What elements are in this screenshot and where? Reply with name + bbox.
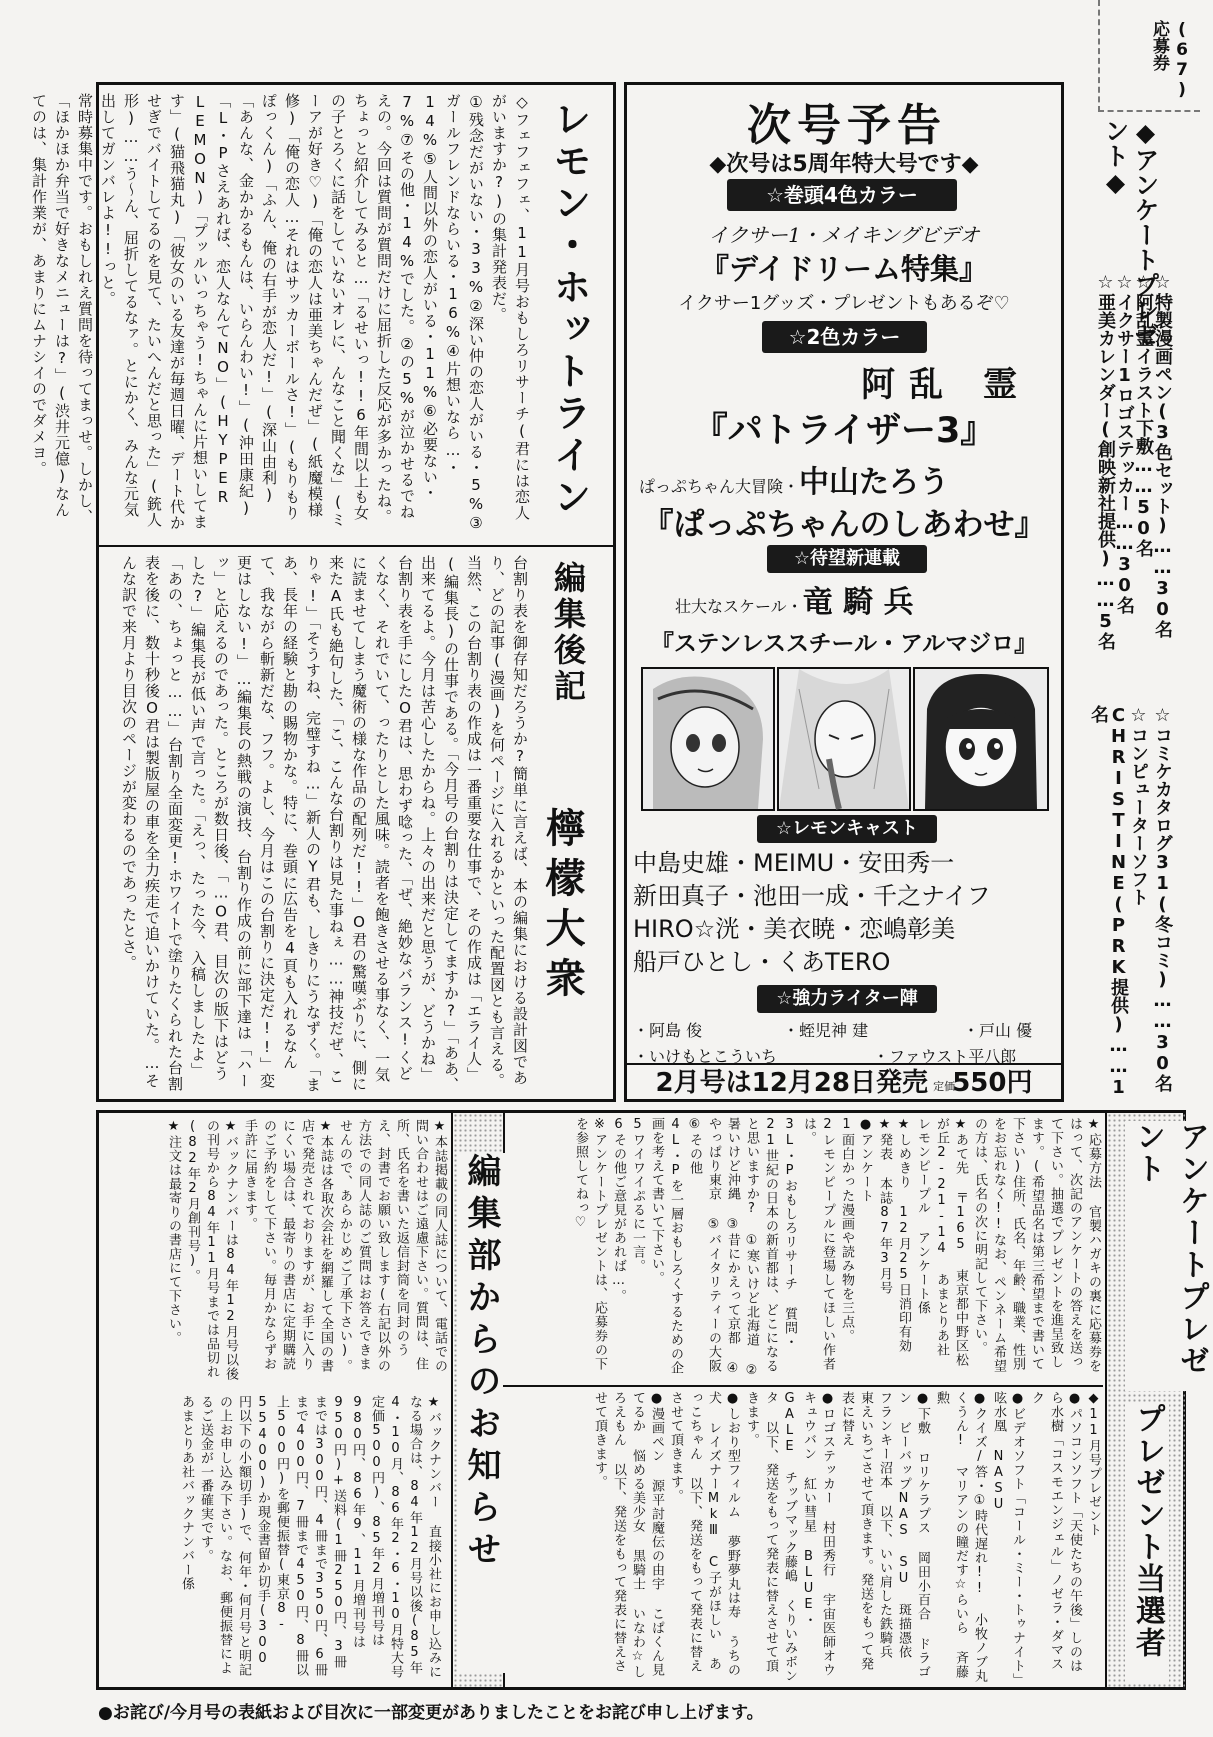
cast-label: ☆レモンキャスト (757, 815, 937, 843)
pappu-prefix: ぱっぷちゃん大冒険・ (639, 477, 800, 496)
application-section (503, 1113, 1103, 1387)
patlabor-title: 『パトライザー3』 (692, 411, 996, 451)
pappu-title: 『ぱっぷちゃんのしあわせ』 (642, 507, 1046, 543)
scale-line (675, 577, 1055, 621)
hotline-section (30, 85, 613, 547)
illustration-panel-2 (777, 667, 911, 811)
ixer-line: イクサー1・メイキングビデオ (708, 223, 980, 247)
questionnaire-items-2 (1062, 705, 1172, 1105)
cast-line: 船戸ひとし・くあTERO (633, 948, 891, 976)
editorial-text: 台割り表を御存知だろうか?簡単に言えば、本の編集における設計図であり、どの記事(漫画)を何ページに入れるかといった配置図とも言える。当然、この台割り表の作成は一番重要な仕事で、その作成は「エライ人」(編集長)の仕事である。「今月号の台割りは決定してますか?」「ああ、出来てるよ。今月は苦心したからね。上々の出来だと思うが、どうかね」台割り表を手にしたO君は、思わず唸った、「ぜ、絶妙なバランス!くどくなく、それでいて、ったりとした風味。読者を飽きさせる事なく、一気に読ませてしまう魔術の様な作品の配列だ!!」O君の驚嘆ぶりに、側に来たA氏も絶句した、「こ、こんな台割りは見た事ねぇ……神技だぜ、こりゃ!」「そうすね、完璧すね…」新人のY君も、しきりにうなずく。「まあ、長年の経験と勘の賜物かな。特に、巻頭に広告を4頁も入れるなんて、我ながら斬新だな、フフ。よし、今月はこの台割りに決定だ!!」変更はしない!」…編集長の熱戦の演技、台割り作成の前に部下達は「ハーッ」と応えるのであった。ところが数日後、「…O君、目次の版下はどうした?」編集長が低い声で言った。「えっ、たった今、入稿しましたよ」「あの、ちょっと……」台割り全面変更!ホワイトで塗りたくられた台割表を後に、数十秒後O君は製版屋の車を全力疾走で追いかけていた。…そんな訳で来月より目次のページが変わるのであったとさ。 (120, 555, 529, 1093)
pappu-line (639, 457, 1059, 501)
illustration-panel-3 (913, 667, 1049, 811)
scale-prefix: 壮大なスケール・ (675, 597, 803, 616)
questionnaire-header: ◆アンケートプレゼント◆ (1101, 118, 1160, 347)
winners-section (503, 1387, 1103, 1687)
titles-band (1105, 1113, 1209, 1687)
notice-title-band (451, 1113, 505, 1687)
cast-line: 新田真子・池田一成・千之ナイフ (633, 882, 991, 910)
writer: ・いけもとこういち (633, 1047, 778, 1066)
writer: ・蛭児神 建 (783, 1021, 869, 1040)
winners-text: ◆11月号プレゼント ●パソコンソフト「天使たちの午後」しのはら水樹「コスモエンジェル」ノゼラ・ダマスク ●ビデオソフト「コール・ミー・トゥナイト」呟水凰 NASU ●クイズ/答・①時代遅れ!! 小牧ノブ丸くうん! マリアンの瞳だす☆らいら 斉藤勲 ●下敷 ロリケラプス 岡田小百合 ドラゴン ビーバップNAS SU 斑描憑依 フランキー沼本 以下、いい肩した鉄騎兵 東えいちごさせて頂きます。発送をもって発表に替え ●ロゴステッカー 村田秀行 宇宙医師オウキュウバン 紅い彗星 BLUE・GALE チッブマック藤嶋 くりいみボンタ 以下、発送をもって発表に替えさせて頂きます。 ●しおり型フィルム 夢野夢丸は寿 うちの犬 レイズナーMkⅢ C子がほしい あっこちゃん 以下、発送をもって発表に替えさせて頂きます。 ●漫画ペン 源平討魔伝の由宇 こぱくん見てるか 悩める美少女 黒騎士 いなわ☆しろえもん 以下、発送をもって発表に替えさせて頂きます。 (592, 1391, 1101, 1683)
illustration-panel-1 (641, 667, 775, 811)
cast-list (633, 847, 1061, 979)
color4-label: ☆巻頭4色カラー (727, 179, 957, 211)
apology-line: ●お詫び/今月号の表紙および目次に一部変更がありましたことをお詫び申し上げます。 (98, 1703, 764, 1723)
backnumber-text: ★バックナンバー 直接小社にお申し込みになる場合は、84年12月号以後(85年4・10月、86年2・6・10月特大号 定価500円)、85年2月増刊号は980円、86年9、11月増刊号は950円)+送料(1冊250円、3冊までは300円、4冊まで350円、6冊まで400円、7冊まで450円、8冊以上500円)を郵便振替(東京8-55400)か現金書留か切手(300円以下の小額切手)で、何年・何月号と明記の上お申し込み下さい。なお、郵便振替によるご送金が一番確実です。 あまとりあ社バックナンバー係 (179, 1395, 441, 1679)
pappu-author: 中山たろう (799, 465, 950, 500)
goods-line: イクサー1グッズ・プレゼントもあるぞ♡ (678, 293, 1010, 314)
cast-line: 中島史雄・MEIMU・安田秀一 (633, 849, 955, 877)
bottom-panel (96, 1110, 1209, 1690)
scale-author: 竜 騎 兵 (802, 585, 914, 620)
new-series-label: ☆待望新連載 (767, 545, 927, 573)
hotline-text: ◇フェフェフェ、11月号おもしろリサーチ(君には恋人がいますか?)の集計発表だ。 ①残念だがいない・33%②深い仲の恋人がいる・5%③ガールフレンドならいる・16%④片想いなら…・14%⑤人間以外の恋人がいる・11%⑥必要ない・7%⑦その他・14%でした。②の5%が泣かせるでねえの。今回は質問が質問だけに屈折した反応が多かったね。ちょっと紹介してみると…「るせいっ!!6年間以上も女の子とろくに話をしていないオレに、んなこと聞くな」(ミーアが好き♡)「俺の恋人は亜美ちゃんだぜ」(紙魔模様修)「俺の恋人…それはサッカーボールさ!」(もりもりぽっくん)「ふん、俺の右手が恋人だ!」(深山由利)「あんな、金かかるもんは、いらんわい!」(沖田康紀)「L・Pさえあれば、恋人なんてNO」(HYPER LEMON)「プッルいっちゃう!ちゃんに片想いしてます」(猫飛猫丸)「彼女のいる友達が毎週日曜、デート代かせぎでバイトしてるのを見て、たいへんだと思った」(銃人形)……う〜ん、屈折してるなァ。とにかく、みんな元気出してガンバレよ!!っと。 常時募集中です。おもしれえ質問を待ってまっせ。しかし、「ほかほか弁当で好きなメニューは?」(渋井元億)なんてのは、集計作業が、あまりにムナシイのでダメヨ。 (30, 93, 531, 533)
questionnaire-item: ☆コミケカタログ31(冬コミ)……30名 (1152, 705, 1173, 1092)
next-issue-subtitle: ◆次号は5周年特大号です◆ (709, 152, 979, 177)
notice-text: ★本誌掲載の同人誌について、電話での問い合わせはご遠慮下さい。質問は、住所、氏名を書いた返信封筒を同封のうえ、封書でお願い致します(右記以外の方法での同人誌のご質問はお答えできませんので、あらかじめご了承下さい)。 ★本誌は各取次会社を網羅して全国の書店で発売されておりますが、お手に入りにくい場合は、最寄りの書店に定期購読のご予約をして下さい。毎月かならずお手許に届きます。 ★バックナンバーは84年12月号以後の刊号から84年11月号までは品切れ(82年2月創刊号)。 ★注文は最寄りの書店にて下さい。 (166, 1119, 447, 1381)
writer: ・阿島 俊 (633, 1021, 703, 1040)
cast-line: HIRO☆洸・美衣暁・恋嶋彰美 (633, 915, 956, 943)
application-text: ★応募方法 官製ハガキの裏に応募券をはって、次記のアンケートの答えを送って下さい。抽選でプレゼントを進呈致します。(希望品名は第三希望まで書いて下さい)住所、氏名、年齢、職業、性別をお忘れなく!!なお、ペンネーム希望の方は、氏名の次に明記して下さい。 ★あて先 〒165 東京都中野区松が丘2-21-14 あまとりあ社 レモンピープル アンケート係 ★しめきり 12月25日消印有効 ★発表 本誌87年3月号 ●アンケート 1面白かった漫画や読み物を三点。 2レモンピープルに登場してほしい作者は。 3L・Pおもしろリサーチ 質問・21世紀の日本の新首都は、どこになると思いますか? ①寒いけど北海道 ②暑いけど沖縄 ③昔にかえって京都 ④やっぱり東京 ⑤バイタリティーの大阪 ⑥その他 4L・Pを一層おもしろくするための企画を考えて書いて下さい。 5ワイワイぷるに一言。 6その他ご意見があれば…。 ※アンケートプレゼントは、応募券の下を参照してねっ♡ (573, 1117, 1101, 1379)
editorial-title: 編集後記 (549, 561, 587, 705)
next-issue-box (624, 82, 1064, 1102)
hotline-title: レモン・ホットライン (547, 99, 592, 519)
daydream-title: 『デイドリーム特集』 (700, 252, 988, 286)
editorial-section (99, 547, 613, 1099)
aran-author: 阿乱 霊 (861, 365, 1031, 405)
questionnaire-item: ☆亜美カレンダー(創映新社提供)……5名 (1095, 272, 1116, 650)
questionnaire-item: ☆特製漫画ペン(3色セット)……30名 (1152, 272, 1173, 638)
notice-title: 編集部からのお知らせ (457, 1153, 506, 1673)
stainless-title: 『ステンレススチール・アルマジロ』 (650, 631, 1038, 657)
application-title: アンケートプレゼント (1125, 1121, 1213, 1391)
price-label: 定価 (933, 1080, 956, 1093)
editorial-author: 檸檬大衆 (539, 807, 586, 1007)
winners-title: プレゼント当選者 (1125, 1403, 1169, 1683)
coupon-edge (1098, 0, 1200, 112)
questionnaire-item: ☆コンピューターソフト CHRISTINE(PRK提供)……1名 (1088, 705, 1149, 1098)
price: 550円 (952, 1068, 1033, 1098)
questionnaire-item: ☆イクサー1ロゴステッカー……30名 (1114, 272, 1135, 614)
release-line (627, 1063, 1061, 1101)
page-marker: (67)応募券 (1149, 20, 1192, 100)
next-issue-title: 次号予告 (747, 100, 947, 151)
writer: ・ファウスト平八郎 (873, 1047, 1017, 1066)
writer: ・戸山 優 (963, 1021, 1033, 1040)
left-column-box (30, 82, 616, 1102)
writers-label: ☆強力ライター陣 (757, 985, 937, 1013)
color2-label: ☆2色カラー (762, 321, 927, 353)
questionnaire-item: ☆阿乱霊イラスト下敷……50名 (1133, 272, 1154, 557)
release-date: 2月号は12月28日発売 (655, 1068, 928, 1098)
